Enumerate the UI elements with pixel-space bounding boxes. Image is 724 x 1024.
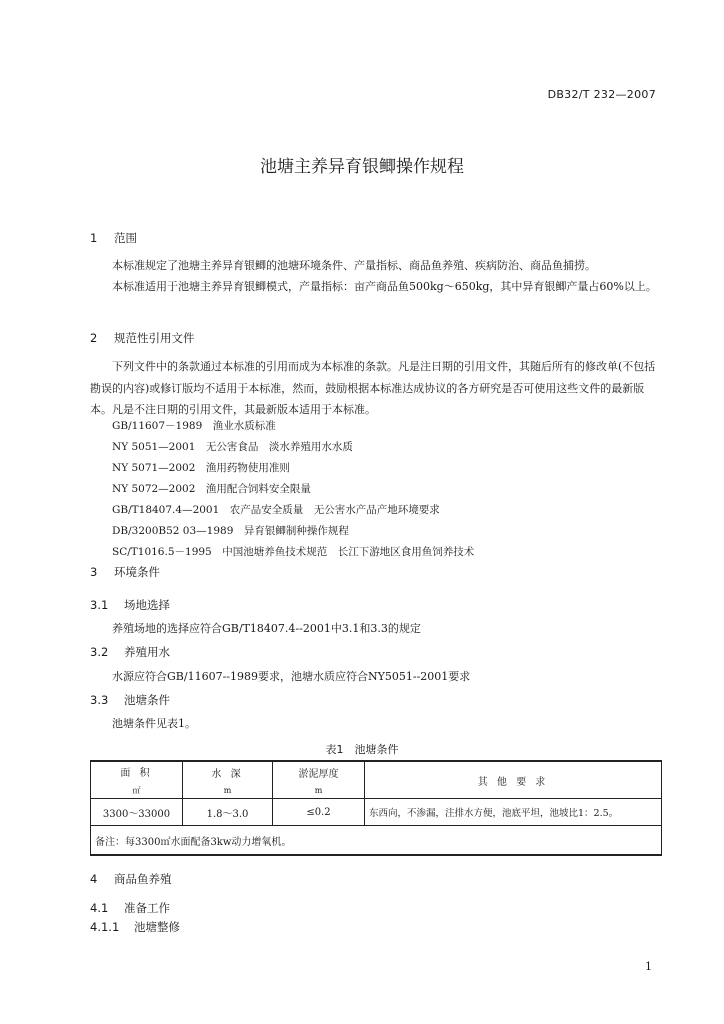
section-4-heading <box>90 871 172 887</box>
section-title: 环境条件 <box>114 565 160 579</box>
subsection-3-3-heading <box>90 692 170 708</box>
section-1-paragraph-2: 本标准适用于池塘主养异育银鲫模式，产量指标：亩产商品鱼500kg～650kg，其中异育银鲫产量占60%以上。 <box>112 280 657 293</box>
header-label: 淤泥厚度 <box>298 769 339 780</box>
section-3-heading <box>90 564 160 580</box>
reference-item: SC/T1016.5－1995 中国池塘养鱼技术规范 长江下游地区食用鱼饲养技术 <box>112 546 475 558</box>
table-cell: 1.8～3.0 <box>183 799 273 826</box>
header-label: 其 他 要 求 <box>477 776 549 788</box>
table-note: 备注：每3300㎡水面配备3kw动力增氧机。 <box>91 826 662 856</box>
subsection-title: 准备工作 <box>124 901 170 915</box>
subsection-number: 4.1 <box>90 901 109 915</box>
section-title: 商品鱼养殖 <box>114 872 172 886</box>
table-header-cell <box>91 761 183 799</box>
pond-conditions-table <box>90 760 662 856</box>
reference-item: NY 5051—2001 无公害食品 淡水养殖用水水质 <box>112 441 353 453</box>
reference-item: GB/T18407.4—2001 农产品安全质量 无公害水产品产地环境要求 <box>112 504 440 516</box>
table-header-cell <box>183 761 273 799</box>
section-title: 范围 <box>114 231 137 245</box>
table-cell: ≤0.2 <box>273 799 365 826</box>
table-cell: 3300～33000 <box>91 799 183 826</box>
subsection-4-1-heading <box>90 900 170 916</box>
subsection-title: 池塘条件 <box>124 693 170 707</box>
section-number: 3 <box>90 565 98 579</box>
document-title: 池塘主养异育银鲫操作规程 <box>260 157 464 177</box>
subsection-number: 3.2 <box>90 645 109 659</box>
table-note-row <box>91 826 662 856</box>
table-header-row <box>91 761 662 799</box>
table-cell: 东西向，不渗漏，注排水方便，池底平坦，池坡比1：2.5。 <box>365 799 662 826</box>
subsection-number: 3.1 <box>90 598 109 612</box>
subsection-title: 养殖用水 <box>124 645 170 659</box>
table-header-cell <box>273 761 365 799</box>
subsection-4-1-1-heading <box>90 919 180 935</box>
reference-item: NY 5071—2002 渔用药物使用准则 <box>112 462 290 474</box>
reference-item: GB/11607－1989 渔业水质标准 <box>112 420 276 432</box>
header-label: 面 积 <box>120 768 153 779</box>
reference-item: DB/3200B52 03—1989 异育银鲫制种操作规程 <box>112 525 349 537</box>
header-unit: m <box>314 786 323 795</box>
table-caption: 表1 池塘条件 <box>325 743 399 756</box>
table-header-cell <box>365 761 662 799</box>
section-1-heading <box>90 230 137 246</box>
reference-item: NY 5072—2002 渔用配合饲料安全限量 <box>112 483 311 495</box>
subsection-3-2-heading <box>90 644 170 660</box>
subsection-title: 池塘整修 <box>134 920 180 934</box>
subsection-title: 场地选择 <box>124 598 170 612</box>
page-number: 1 <box>645 960 652 973</box>
section-title: 规范性引用文件 <box>114 331 195 345</box>
section-number: 2 <box>90 331 98 345</box>
section-2-paragraph: 下列文件中的条款通过本标准的引用而成为本标准的条款。凡是注日期的引用文件，其随后所有的修改单(不包括勘误的内容)或修订版均不适用于本标准，然而，鼓励根据本标准达成协议的各方研究是否可使用这些文件的最新版本。凡是不注日期的引用文件，其最新版本适用于本标准。 <box>90 360 656 416</box>
header-label: 水 深 <box>211 769 244 780</box>
subsection-3-1-text: 养殖场地的选择应符合GB/T18407.4--2001中3.1和3.3的规定 <box>112 622 421 635</box>
section-number: 1 <box>90 231 98 245</box>
subsection-3-2-text: 水源应符合GB/11607--1989要求，池塘水质应符合NY5051--2001要求 <box>112 670 471 683</box>
section-number: 4 <box>90 872 98 886</box>
section-1-paragraph-1: 本标准规定了池塘主养异育银鲫的池塘环境条件、产量指标、商品鱼养殖、疾病防治、商品鱼捕捞。 <box>112 259 596 272</box>
table-row <box>91 799 662 826</box>
subsection-3-3-text: 池塘条件见表1。 <box>112 717 196 730</box>
document-code: DB32/T 232—2007 <box>547 88 656 101</box>
subsection-number: 4.1.1 <box>90 920 120 934</box>
header-unit: m <box>223 786 232 795</box>
subsection-number: 3.3 <box>90 693 109 707</box>
header-unit: ㎡ <box>132 786 141 795</box>
subsection-3-1-heading <box>90 597 170 613</box>
section-2-heading <box>90 330 195 346</box>
